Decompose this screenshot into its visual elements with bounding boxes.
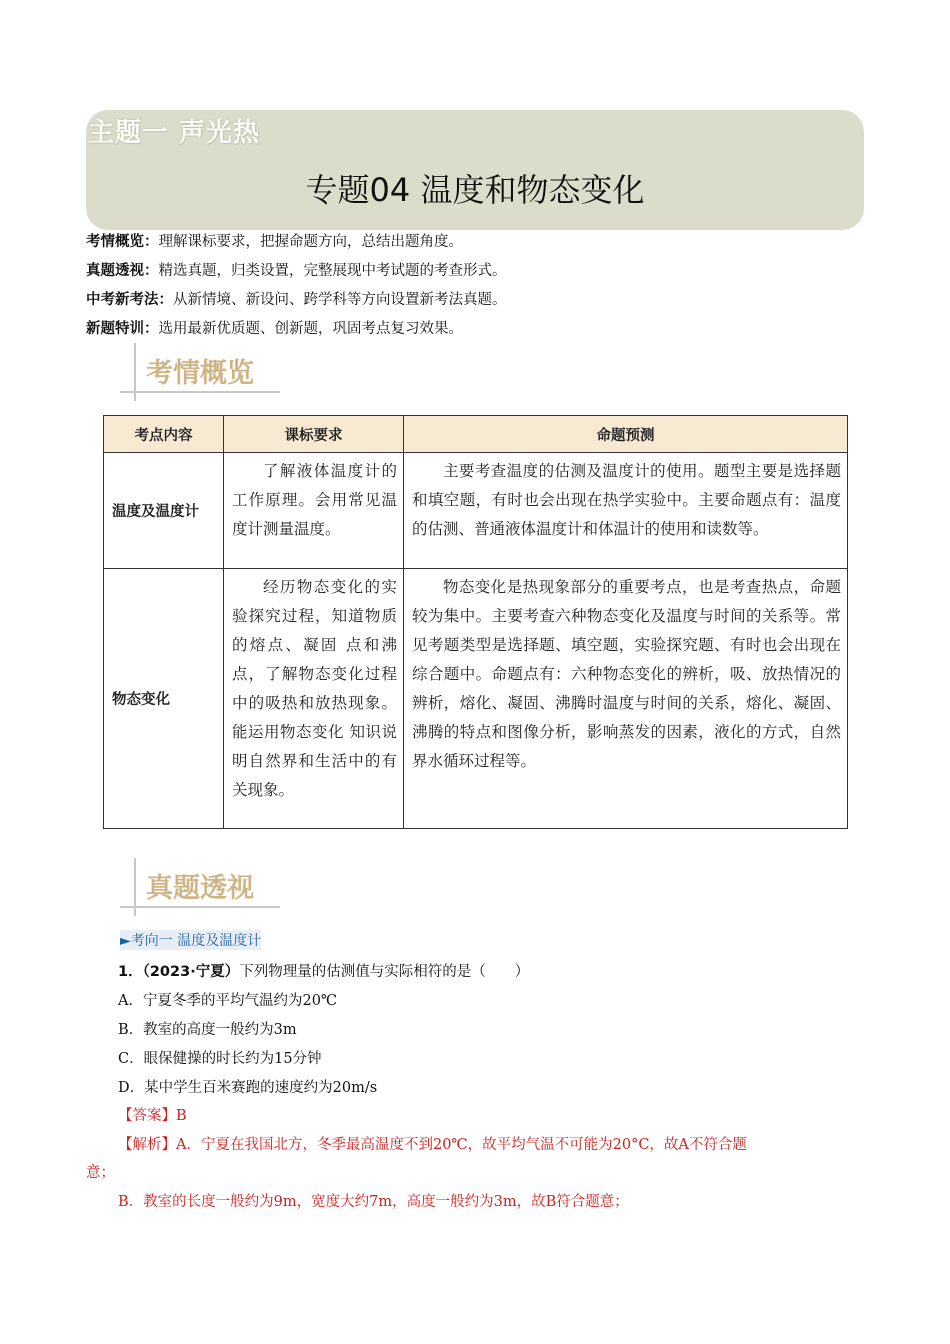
table-header-cell: 考点内容 — [104, 416, 224, 453]
question-stem — [118, 960, 529, 981]
intro-text: 理解课标要求，把握命题方向，总结出题角度。 — [158, 234, 463, 250]
option-d: D．某中学生百米赛跑的速度约为20m/s — [118, 1080, 378, 1096]
table-header-cell: 课标要求 — [224, 416, 404, 453]
intro-line — [86, 288, 507, 309]
question-source: （2023·宁夏） — [142, 964, 240, 980]
question-number: 1． — [118, 964, 143, 980]
table-row — [104, 569, 848, 829]
table-row — [104, 453, 848, 569]
table-header-cell: 命题预测 — [404, 416, 848, 453]
heading-decor-line — [120, 906, 280, 908]
intro-label: 新题特训： — [86, 321, 159, 337]
section-heading-overview — [120, 343, 280, 403]
intro-label: 中考新考法： — [86, 292, 173, 308]
analysis-a: A．宁夏在我国北方，冬季最高温度不到20℃，故平均气温不可能为20°C，故A不符合题 — [176, 1137, 747, 1153]
section-title: 考情概览 — [146, 358, 254, 389]
section-heading-real-exam — [120, 858, 280, 918]
standard-cell: 了解液体温度计的工作原理。会用常见温度计测量温度。 — [224, 453, 404, 569]
analysis-b: B．教室的长度一般约为9m，宽度大约7m，高度一般约为3m，故B符合题意； — [118, 1194, 629, 1210]
intro-text: 从新情境、新设问、跨学科等方向设置新考法真题。 — [173, 292, 507, 308]
table-header-row — [104, 416, 848, 453]
answer-line: 【答案】B — [118, 1108, 187, 1124]
theme-label: 主题一 声光热 — [88, 118, 261, 148]
prediction-cell: 主要考查温度的估测及温度计的使用。题型主要是选择题和填空题，有时也会出现在热学实验中。主要命题点有：温度的估测、普通液体温度计和体温计的使用和读数等。 — [404, 453, 848, 569]
section-title: 真题透视 — [146, 873, 254, 904]
option-b: B．教室的高度一般约为3m — [118, 1022, 297, 1038]
intro-line — [86, 230, 463, 251]
analysis-label: 【解析】 — [118, 1137, 176, 1153]
question-text: 下列物理量的估测值与实际相符的是（ ） — [239, 964, 530, 980]
intro-text: 精选真题，归类设置，完整展现中考试题的考查形式。 — [158, 263, 507, 279]
analysis-continuation: 意； — [86, 1165, 115, 1181]
topic-cell: 物态变化 — [104, 569, 224, 829]
standard-cell: 经历物态变化的实验探究过程，知道物质的熔点、凝固 点和沸点，了解物态变化过程中的吸热和放热现象。能运用物态变化 知识说明自然界和生活中的有关现象。 — [224, 569, 404, 829]
heading-decor-line — [120, 391, 280, 393]
exam-direction-tag: ►考向一 温度及温度计 — [120, 930, 261, 950]
intro-label: 真题透视： — [86, 263, 159, 279]
intro-line — [86, 259, 507, 280]
option-c: C．眼保健操的时长约为15分钟 — [118, 1051, 322, 1067]
topic-cell: 温度及温度计 — [104, 453, 224, 569]
intro-line — [86, 317, 463, 338]
analysis-line — [118, 1133, 747, 1154]
page-title: 专题04 温度和物态变化 — [305, 171, 645, 209]
option-a: A．宁夏冬季的平均气温约为20℃ — [118, 993, 338, 1009]
overview-table — [103, 415, 848, 829]
prediction-cell: 物态变化是热现象部分的重要考点，也是考查热点，命题较为集中。主要考查六种物态变化及温度与时间的关系等。常见考题类型是选择题、填空题，实验探究题、有时也会出现在综合题中。命题点有：六种物态变化的辨析，吸、放热情况的辨析，熔化、凝固、沸腾时温度与时间的关系，熔化、凝固、沸腾的特点和图像分析，影响蒸发的因素，液化的方式，自然界水循环过程等。 — [404, 569, 848, 829]
intro-label: 考情概览： — [86, 234, 159, 250]
intro-text: 选用最新优质题、创新题，巩固考点复习效果。 — [158, 321, 463, 337]
